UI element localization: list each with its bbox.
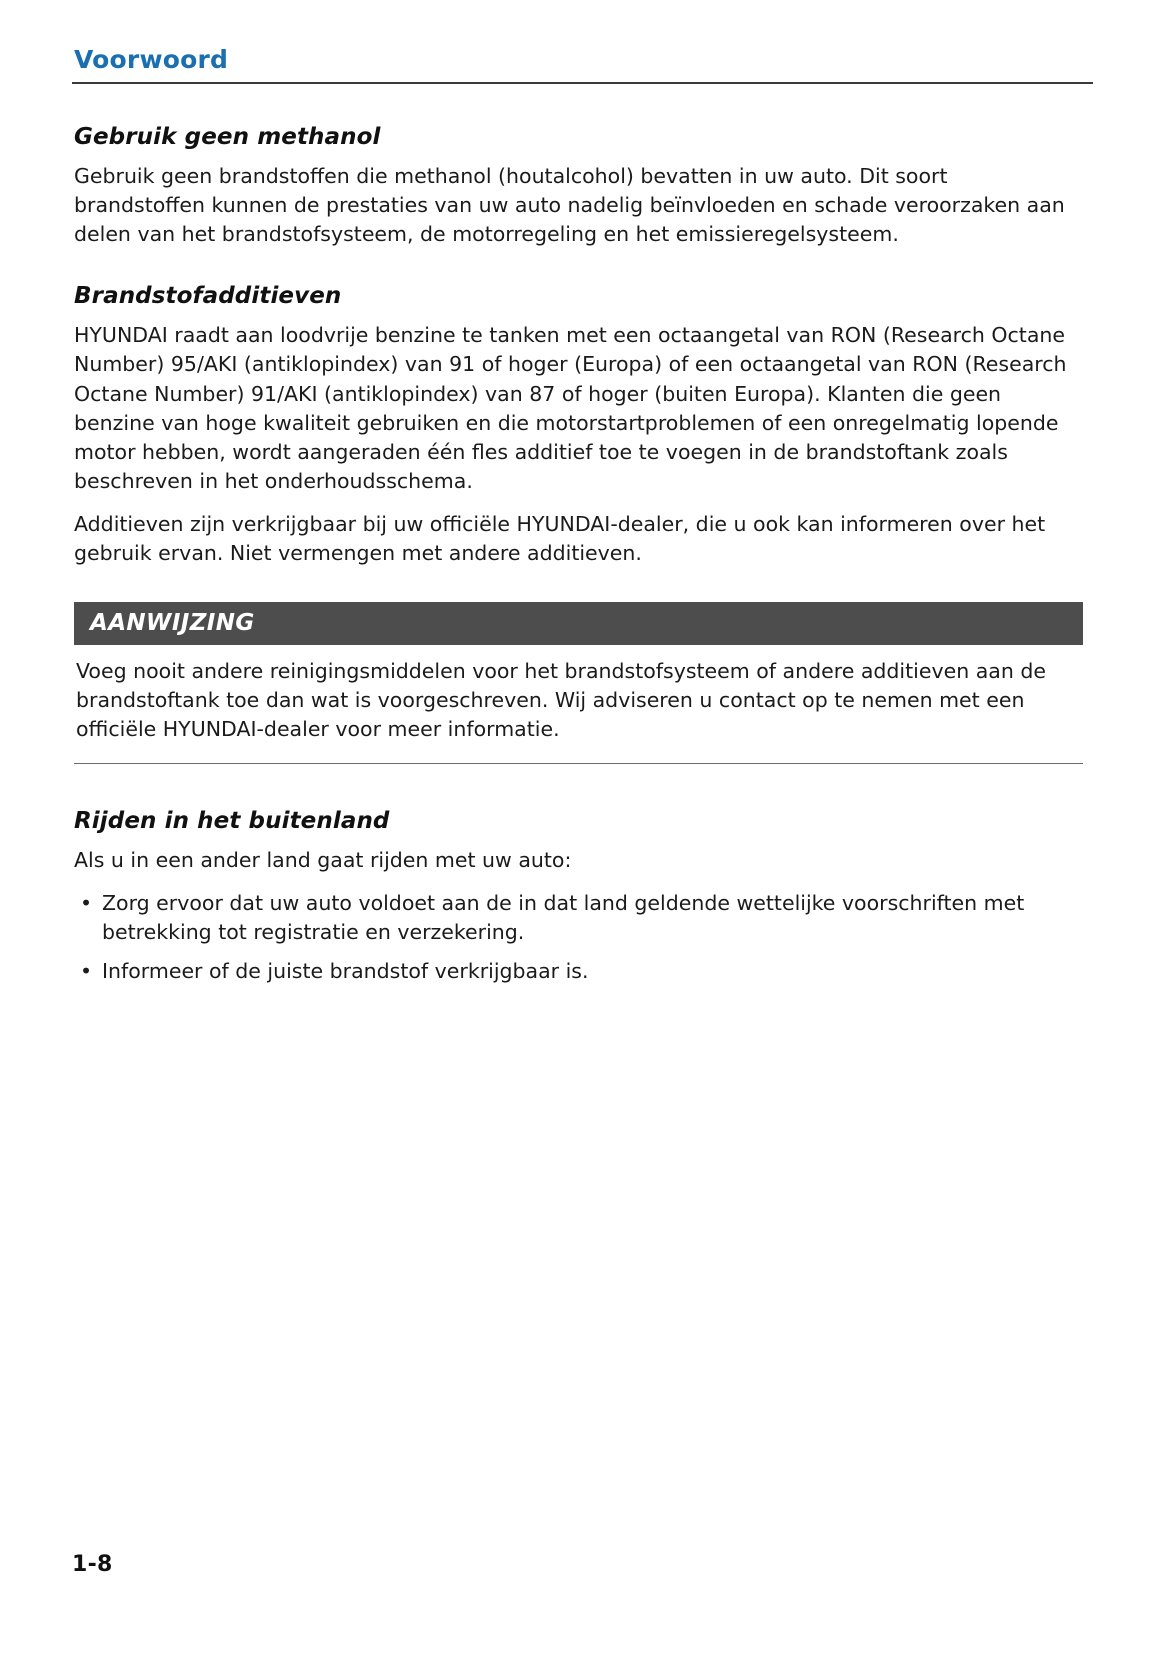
list-item bbox=[74, 889, 1083, 947]
notice-label: AANWIJZING bbox=[74, 602, 1083, 645]
section-title: Brandstofadditieven bbox=[74, 283, 342, 310]
bullet-list bbox=[74, 889, 1083, 986]
section-paragraph: HYUNDAI raadt aan loodvrije benzine te tanken met een octaangetal van RON (Research Octane Number) 95/AKI (antiklopindex) van 91 of hoger (Europa) of een octaangetal van RON (Research Octane Number) 91/AKI (antiklopindex) van 87 of hoger (buiten Europa). Klanten die geen benzine van hoge kwaliteit gebruiken en die motorstartproblemen of een onregelmatig lopende motor hebben, wordt aangeraden één fles additief toe te voegen in de brandstoftank zoals beschreven in het onderhoudsschema. bbox=[74, 323, 1067, 493]
section-fuel-additives bbox=[74, 283, 1083, 568]
header-divider bbox=[72, 82, 1093, 84]
section-driving-abroad bbox=[74, 808, 1083, 986]
section-title: Rijden in het buitenland bbox=[74, 807, 390, 834]
page-header-title: Voorwoord bbox=[74, 45, 229, 74]
list-item-text: Zorg ervoor dat uw auto voldoet aan de in dat land geldende wettelijke voorschriften met betrekking tot registratie en verzekering. bbox=[102, 890, 1025, 944]
notice-paragraph: Voeg nooit andere reinigingsmiddelen voor het brandstofsysteem of andere additieven aan de brandstoftank toe dan wat is voorgeschreven. Wij adviseren u contact op te nemen met een officiële HYUNDAI-dealer voor meer informatie. bbox=[76, 659, 1046, 742]
bullet-icon: • bbox=[80, 890, 93, 915]
section-paragraph: Additieven zijn verkrijgbaar bij uw officiële HYUNDAI-dealer, die u ook kan informeren over het gebruik ervan. Niet vermengen met andere additieven. bbox=[74, 511, 1046, 566]
list-item-text: Informeer of de juiste brandstof verkrijgbaar is. bbox=[102, 958, 589, 983]
bullet-icon: • bbox=[80, 958, 93, 983]
page-content bbox=[72, 124, 1093, 986]
section-methanol bbox=[74, 124, 1083, 249]
notice-box bbox=[74, 602, 1083, 763]
section-spacer bbox=[74, 764, 1083, 808]
page-number: 1-8 bbox=[72, 1552, 113, 1577]
notice-text bbox=[74, 645, 1083, 758]
list-item bbox=[74, 957, 1083, 986]
section-paragraph: Gebruik geen brandstoffen die methanol (houtalcohol) bevatten in uw auto. Dit soort brandstoffen kunnen de prestaties van uw auto nadelig beïnvloeden en schade veroorzaken aan delen van het brandstofsysteem, de motorregeling en het emissieregelsysteem. bbox=[74, 164, 1065, 247]
section-intro: Als u in een ander land gaat rijden met uw auto: bbox=[74, 847, 572, 872]
section-title: Gebruik geen methanol bbox=[74, 124, 381, 150]
